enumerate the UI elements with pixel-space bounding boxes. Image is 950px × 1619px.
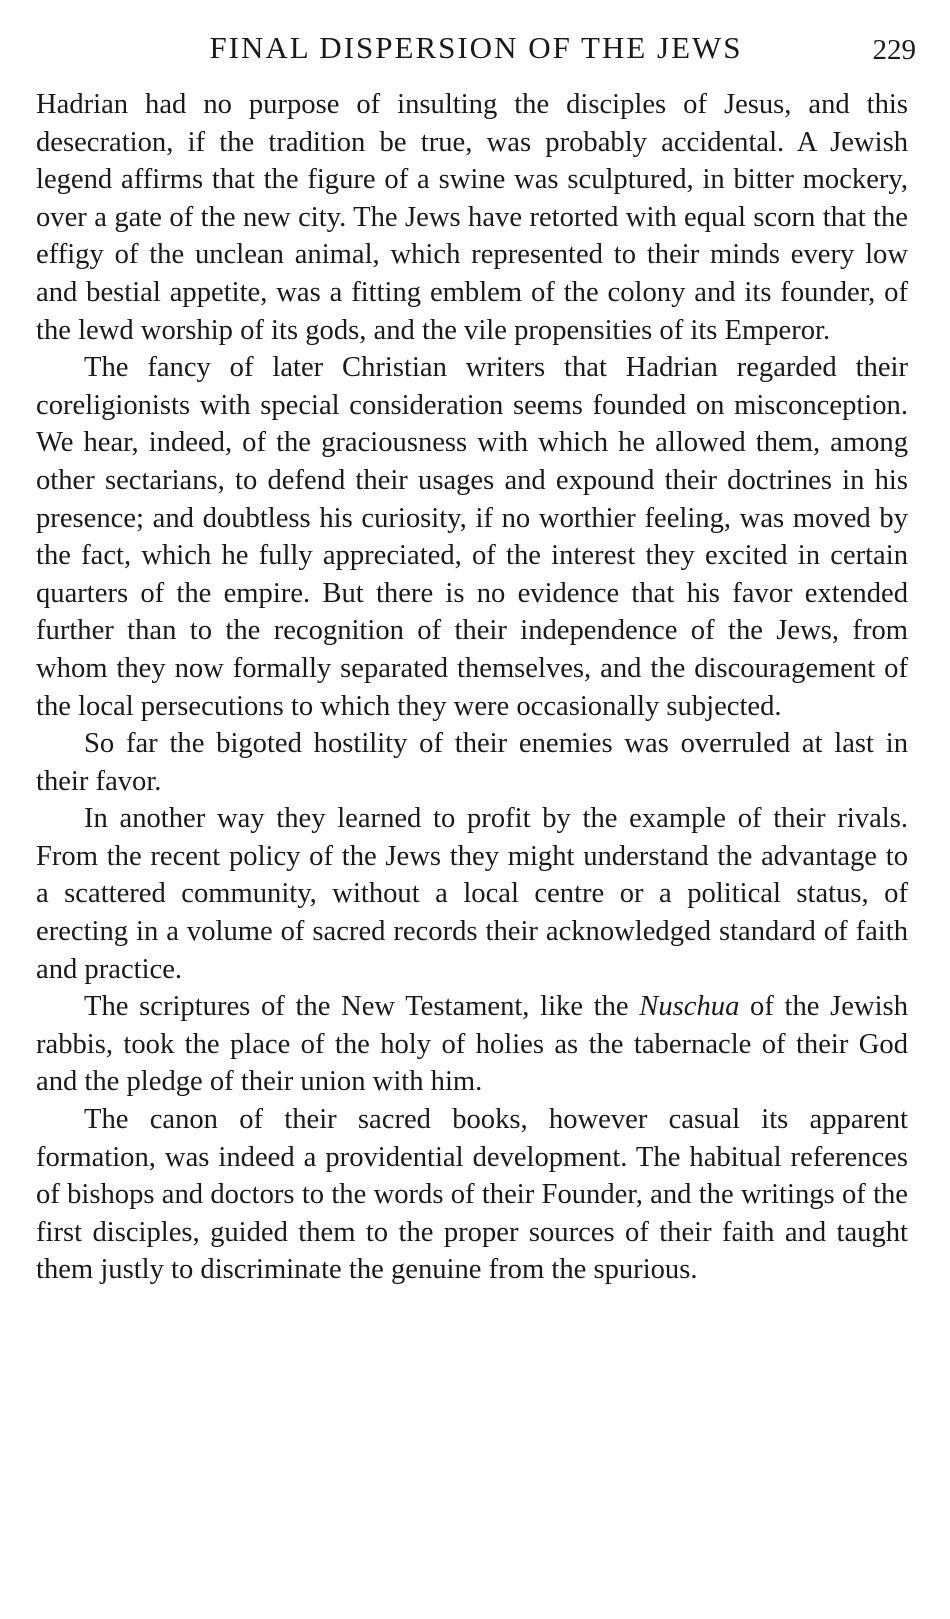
- paragraph-6: The canon of their sacred books, however casual its apparent formation, was indeed a providential development. The habitual references of bishops and doctors to the words of their Founder, and the writings of the first disciples, guided them to the proper sources of their faith and taught them justly to discriminate the genuine from the spurious.: [36, 1104, 908, 1286]
- paragraph-5: [36, 988, 908, 1101]
- page-number: 229: [872, 34, 916, 66]
- paragraph-3: So far the bigoted hostility of their enemies was overruled at last in their favor.: [36, 728, 908, 797]
- running-title: FINAL DISPERSION OF THE JEWS: [209, 30, 743, 65]
- body-text: [36, 86, 908, 1289]
- paragraph-2: The fancy of later Christian writers that Hadrian regarded their coreligionists with special consideration seems founded on misconception. We hear, indeed, of the graciousness with which he allowed them, among other sectarians, to defend their usages and expound their doctrines in his presence; and doubtless his curiosity, if no worthier feeling, was moved by the fact, which he fully appreciated, of the interest they excited in certain quarters of the empire. But there is no evidence that his favor extended further than to the recognition of their independence of the Jews, from whom they now formally separated themselves, and the discouragement of the local persecutions to which they were occasionally subjected.: [36, 352, 908, 722]
- paragraph-5-end: of the Jewish rabbis, took the place of the holy of holies as the tabernacle of their God and the pledge of their union with him.: [36, 991, 908, 1098]
- paragraph-5-start: The scriptures of the New Testament, like the: [84, 991, 640, 1023]
- paragraph-1: Hadrian had no purpose of insulting the disciples of Jesus, and this desecration, if the tradition be true, was probably accidental. A Jewish legend affirms that the figure of a swine was sculptured, in bitter mockery, over a gate of the new city. The Jews have retorted with equal scorn that the effigy of the unclean animal, which represented to their minds every low and bestial appetite, was a fitting emblem of the colony and its founder, of the lewd worship of its gods, and the vile propensities of its Emperor.: [36, 89, 908, 346]
- paragraph-4: In another way they learned to profit by the example of their rivals. From the recent policy of the Jews they might understand the advantage to a scattered community, without a local centre or a political status, of erecting in a volume of sacred records their acknowledged standard of faith and practice.: [36, 803, 908, 985]
- page-header: [36, 28, 916, 68]
- italic-term-nuschua: Nuschua: [639, 991, 740, 1023]
